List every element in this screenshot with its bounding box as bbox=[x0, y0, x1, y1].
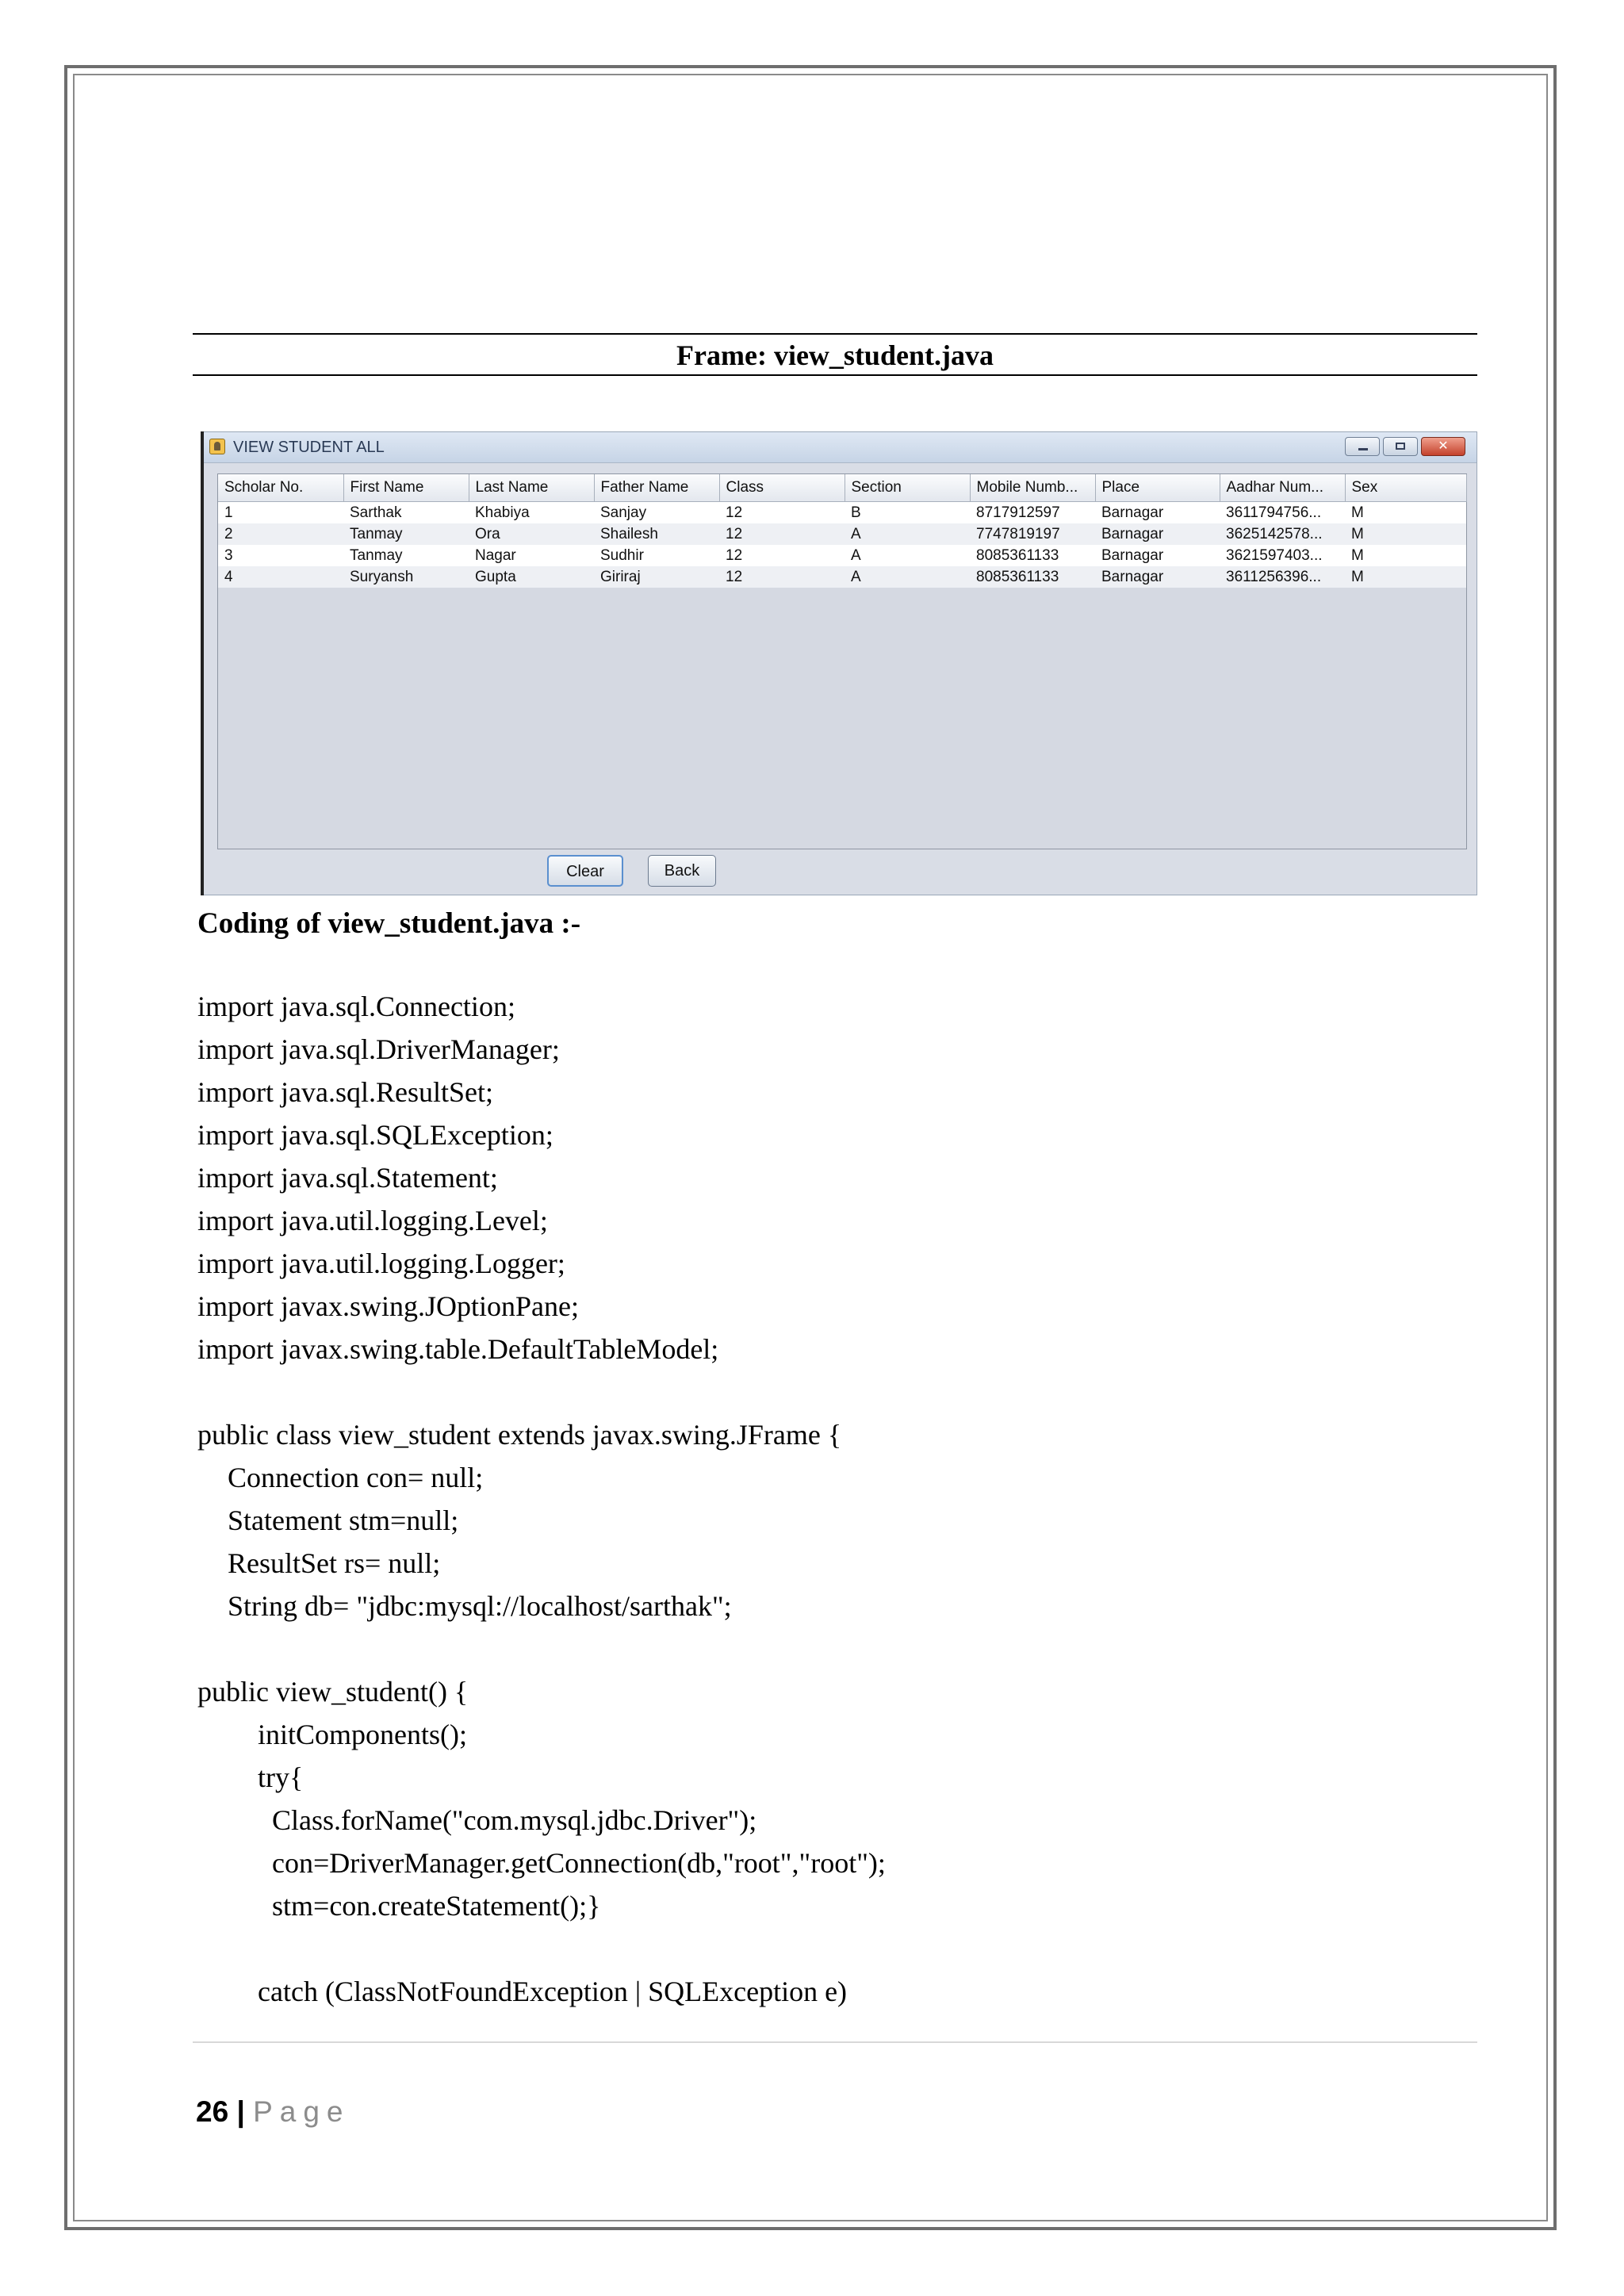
cell-scholar-no[interactable]: 1 bbox=[218, 502, 343, 524]
student-table-scrollpane[interactable] bbox=[217, 473, 1467, 849]
cell-mobile[interactable]: 8085361133 bbox=[970, 566, 1095, 588]
cell-last-name[interactable]: Gupta bbox=[469, 566, 594, 588]
page-word: Page bbox=[253, 2095, 350, 2128]
cell-sex[interactable]: M bbox=[1345, 566, 1466, 588]
code-line: ResultSet rs= null; bbox=[228, 1547, 441, 1579]
code-line: import java.sql.DriverManager; bbox=[197, 1033, 560, 1065]
heading-top-rule bbox=[193, 333, 1477, 335]
cell-scholar-no[interactable]: 4 bbox=[218, 566, 343, 588]
cell-place[interactable]: Barnagar bbox=[1095, 545, 1220, 566]
cell-mobile[interactable]: 7747819197 bbox=[970, 523, 1095, 545]
column-header-last-name[interactable]: Last Name bbox=[469, 474, 594, 502]
cell-mobile[interactable]: 8717912597 bbox=[970, 502, 1095, 524]
cell-first-name[interactable]: Suryansh bbox=[343, 566, 469, 588]
java-cup-icon bbox=[209, 439, 225, 454]
column-header-father-name[interactable]: Father Name bbox=[594, 474, 719, 502]
cell-sex[interactable]: M bbox=[1345, 502, 1466, 524]
cell-scholar-no[interactable]: 3 bbox=[218, 545, 343, 566]
code-line: stm=con.createStatement();} bbox=[272, 1890, 601, 1922]
cell-sex[interactable]: M bbox=[1345, 523, 1466, 545]
cell-sex[interactable]: M bbox=[1345, 545, 1466, 566]
code-line: import java.sql.SQLException; bbox=[197, 1119, 553, 1151]
code-line: import java.sql.Statement; bbox=[197, 1162, 498, 1194]
cell-father-name[interactable]: Giriraj bbox=[594, 566, 719, 588]
cell-section[interactable]: A bbox=[845, 545, 970, 566]
code-line: try{ bbox=[258, 1761, 304, 1793]
cell-first-name[interactable]: Tanmay bbox=[343, 545, 469, 566]
column-header-class[interactable]: Class bbox=[719, 474, 845, 502]
code-heading: Coding of view_student.java :- bbox=[197, 907, 581, 940]
student-table[interactable] bbox=[218, 474, 1467, 588]
frame-heading: Frame: view_student.java bbox=[676, 339, 994, 371]
back-button[interactable]: Back bbox=[648, 855, 716, 887]
column-header-mobile-number[interactable]: Mobile Numb... bbox=[970, 474, 1095, 502]
cell-class[interactable]: 12 bbox=[719, 502, 845, 524]
cell-father-name[interactable]: Sudhir bbox=[594, 545, 719, 566]
column-header-first-name[interactable]: First Name bbox=[343, 474, 469, 502]
code-line: Statement stm=null; bbox=[228, 1504, 459, 1536]
column-header-section[interactable]: Section bbox=[845, 474, 970, 502]
heading-bottom-rule bbox=[193, 374, 1477, 376]
code-line: catch (ClassNotFoundException | SQLException e) bbox=[258, 1976, 848, 2007]
code-line: Class.forName("com.mysql.jdbc.Driver"); bbox=[272, 1804, 757, 1836]
cell-aadhar[interactable]: 3625142578... bbox=[1220, 523, 1345, 545]
cell-aadhar[interactable]: 3611256396... bbox=[1220, 566, 1345, 588]
footer-rule bbox=[193, 2041, 1477, 2043]
window-title: VIEW STUDENT ALL bbox=[233, 439, 385, 456]
cell-last-name[interactable]: Ora bbox=[469, 523, 594, 545]
cell-scholar-no[interactable]: 2 bbox=[218, 523, 343, 545]
code-line: con=DriverManager.getConnection(db,"root","root"); bbox=[272, 1847, 886, 1879]
cell-section[interactable]: A bbox=[845, 523, 970, 545]
cell-last-name[interactable]: Khabiya bbox=[469, 502, 594, 524]
cell-last-name[interactable]: Nagar bbox=[469, 545, 594, 566]
table-row[interactable] bbox=[218, 545, 1466, 566]
cell-class[interactable]: 12 bbox=[719, 523, 845, 545]
code-line: import javax.swing.JOptionPane; bbox=[197, 1290, 579, 1322]
table-header-row bbox=[218, 474, 1466, 502]
cell-first-name[interactable]: Sarthak bbox=[343, 502, 469, 524]
page-number: 26 bbox=[196, 2095, 229, 2128]
cell-aadhar[interactable]: 3621597403... bbox=[1220, 545, 1345, 566]
footer-separator: | bbox=[236, 2095, 245, 2128]
column-header-aadhar-number[interactable]: Aadhar Num... bbox=[1220, 474, 1345, 502]
window-titlebar[interactable] bbox=[201, 432, 1477, 463]
table-row[interactable] bbox=[218, 523, 1466, 545]
code-line: String db= "jdbc:mysql://localhost/sarthak"; bbox=[228, 1590, 732, 1622]
code-line: import java.sql.ResultSet; bbox=[197, 1076, 493, 1108]
code-line: import java.sql.Connection; bbox=[197, 991, 515, 1022]
cell-place[interactable]: Barnagar bbox=[1095, 566, 1220, 588]
code-line: public class view_student extends javax.swing.JFrame { bbox=[197, 1419, 842, 1451]
cell-class[interactable]: 12 bbox=[719, 566, 845, 588]
column-header-scholar-no[interactable]: Scholar No. bbox=[218, 474, 343, 502]
clear-button[interactable]: Clear bbox=[547, 855, 623, 887]
window-left-edge bbox=[201, 431, 204, 895]
minimize-icon[interactable] bbox=[1345, 437, 1380, 456]
code-line: import javax.swing.table.DefaultTableModel; bbox=[197, 1333, 719, 1365]
page-footer bbox=[196, 2094, 350, 2130]
code-line: import java.util.logging.Logger; bbox=[197, 1248, 565, 1279]
cell-father-name[interactable]: Sanjay bbox=[594, 502, 719, 524]
cell-place[interactable]: Barnagar bbox=[1095, 502, 1220, 524]
table-row[interactable] bbox=[218, 502, 1466, 524]
code-line: initComponents(); bbox=[258, 1719, 467, 1750]
cell-father-name[interactable]: Shailesh bbox=[594, 523, 719, 545]
cell-section[interactable]: A bbox=[845, 566, 970, 588]
column-header-place[interactable]: Place bbox=[1095, 474, 1220, 502]
cell-place[interactable]: Barnagar bbox=[1095, 523, 1220, 545]
close-icon[interactable] bbox=[1421, 437, 1465, 456]
table-row[interactable] bbox=[218, 566, 1466, 588]
cell-section[interactable]: B bbox=[845, 502, 970, 524]
code-line: import java.util.logging.Level; bbox=[197, 1205, 548, 1236]
view-student-window bbox=[201, 431, 1477, 895]
code-line: Connection con= null; bbox=[228, 1462, 484, 1493]
code-line: public view_student() { bbox=[197, 1676, 469, 1708]
column-header-sex[interactable]: Sex bbox=[1345, 474, 1466, 502]
cell-mobile[interactable]: 8085361133 bbox=[970, 545, 1095, 566]
maximize-icon[interactable] bbox=[1383, 437, 1418, 456]
cell-aadhar[interactable]: 3611794756... bbox=[1220, 502, 1345, 524]
cell-first-name[interactable]: Tanmay bbox=[343, 523, 469, 545]
cell-class[interactable]: 12 bbox=[719, 545, 845, 566]
